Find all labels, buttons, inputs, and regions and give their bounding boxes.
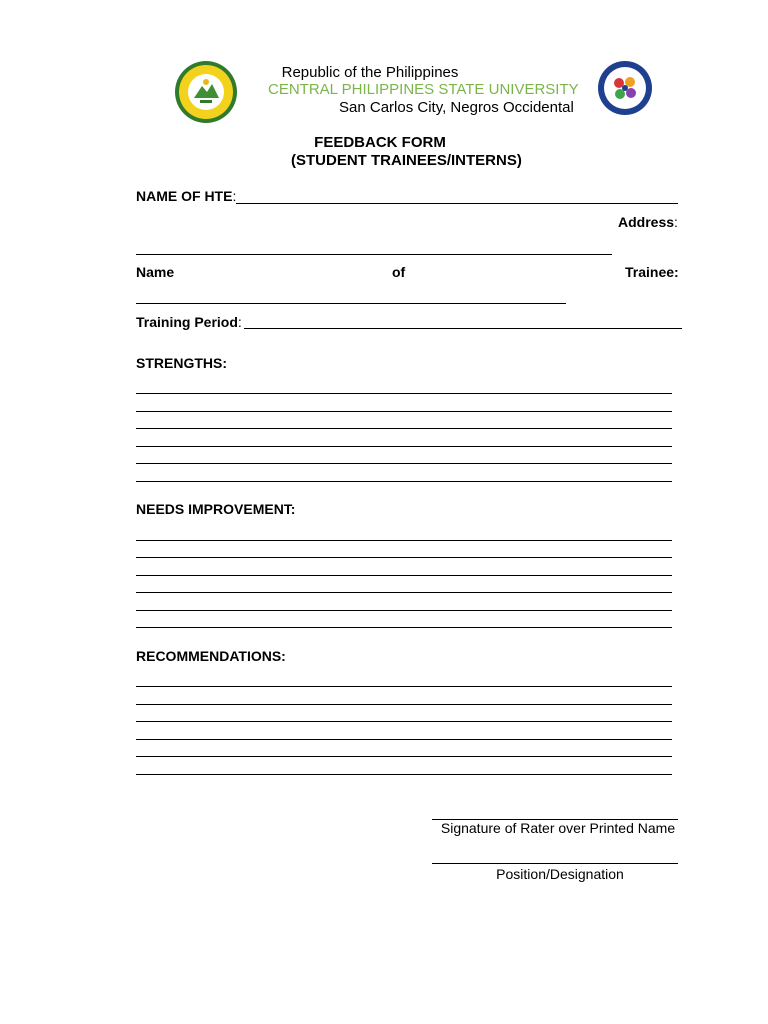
strengths-line[interactable] bbox=[136, 393, 672, 394]
position-line[interactable] bbox=[432, 863, 678, 864]
training-period-input-line[interactable] bbox=[244, 328, 682, 329]
recommendations-line[interactable] bbox=[136, 774, 672, 775]
recommendations-line[interactable] bbox=[136, 704, 672, 705]
needs-improvement-line[interactable] bbox=[136, 592, 672, 593]
form-title: FEEDBACK FORM bbox=[314, 134, 446, 151]
recommendations-line[interactable] bbox=[136, 721, 672, 722]
header-university-name: CENTRAL PHILIPPINES STATE UNIVERSITY bbox=[268, 81, 579, 98]
address-input-line[interactable] bbox=[136, 254, 612, 255]
needs-improvement-line[interactable] bbox=[136, 575, 672, 576]
needs-improvement-heading: NEEDS IMPROVEMENT: bbox=[136, 501, 296, 517]
strengths-line[interactable] bbox=[136, 428, 672, 429]
rater-signature-caption: Signature of Rater over Printed Name bbox=[440, 820, 676, 836]
trainee-name-input-line[interactable] bbox=[136, 303, 566, 304]
strengths-line[interactable] bbox=[136, 446, 672, 447]
strengths-line[interactable] bbox=[136, 481, 672, 482]
position-caption: Position/Designation bbox=[496, 866, 624, 882]
address-colon: : bbox=[674, 214, 678, 230]
recommendations-line[interactable] bbox=[136, 739, 672, 740]
needs-improvement-line[interactable] bbox=[136, 627, 672, 628]
strengths-heading: STRENGTHS: bbox=[136, 355, 227, 371]
recommendations-line[interactable] bbox=[136, 686, 672, 687]
hte-input-line[interactable] bbox=[236, 203, 678, 204]
strengths-line[interactable] bbox=[136, 411, 672, 412]
needs-improvement-line[interactable] bbox=[136, 540, 672, 541]
name-word: Name bbox=[136, 264, 175, 280]
strengths-line[interactable] bbox=[136, 463, 672, 464]
recommendations-heading: RECOMMENDATIONS: bbox=[136, 648, 286, 664]
training-period-label: Training Period: bbox=[136, 314, 242, 330]
header-republic: Republic of the Philippines bbox=[281, 64, 459, 81]
trainee-word: Trainee: bbox=[625, 264, 679, 280]
hte-colon: : bbox=[232, 188, 237, 204]
hte-label: NAME OF HTE: bbox=[136, 188, 237, 204]
header-location: San Carlos City, Negros Occidental bbox=[339, 99, 574, 116]
needs-improvement-line[interactable] bbox=[136, 557, 672, 558]
form-subtitle: (STUDENT TRAINEES/INTERNS) bbox=[291, 152, 522, 169]
address-label: Address: bbox=[618, 214, 678, 230]
needs-improvement-line[interactable] bbox=[136, 610, 672, 611]
recommendations-line[interactable] bbox=[136, 756, 672, 757]
of-word: of bbox=[392, 264, 406, 280]
period-colon: : bbox=[237, 314, 242, 330]
